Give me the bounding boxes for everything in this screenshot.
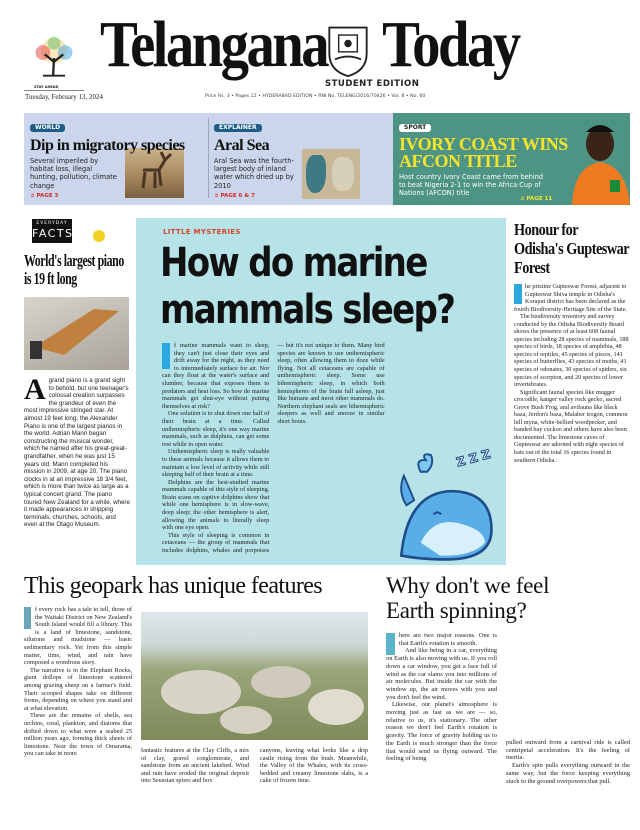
facts-kicker-label: FACTS <box>32 227 74 240</box>
teaser-headline: Aral Sea <box>214 137 270 154</box>
paragraph: he pristine Gupteswar Forest, adjacent to Gupteswar Shiva temple in Odisha's Koraput district has been declared as the fourth Biodiversity-Heritage Site of the State. <box>514 283 628 313</box>
paragraph: The narrative is in the Elephant Rocks, giant dollops of limestone scattered among grazing sheep on a farmer's field. Their scooped shapes take on different forms, depending on where you stand and at what elevation. <box>24 666 132 712</box>
masthead-title[interactable]: Telangana Today <box>100 8 519 81</box>
piano-photo <box>24 297 129 370</box>
page-link[interactable]: ➲ PAGE 3 <box>30 192 59 199</box>
teaser-body: Host country Ivory Coast came from behind to beat Nigeria 2-1 to win the Africa Cup of Nations (AFCON) title <box>399 173 544 198</box>
teaser-sport[interactable] <box>399 116 574 198</box>
paragraph: Unihemispheric sleep is really valuable to these animals because it allows them to maintain a low level of activity while still sleeping half of their brain at a time. <box>162 448 270 479</box>
dropcap <box>24 607 31 629</box>
teaser-explainer[interactable] <box>214 116 384 200</box>
geopark-col-1 <box>24 606 132 758</box>
tag-explainer: EXPLAINER <box>214 124 262 132</box>
logo-tagline: STAY AHEAD <box>34 85 59 89</box>
elephant-rocks-photo <box>141 612 368 740</box>
teaser-world[interactable] <box>30 116 205 200</box>
odisha-headline: Honour for Odisha's Gupteswar Forest <box>514 220 629 277</box>
teaser-headline: IVORY COAST WINS AFCON TITLE <box>399 134 568 171</box>
paragraph: f every rock has a tale to tell, those of the Waitaki District on New Zealand's South Island would fill a library. This is a land of limestone, sandstone, siltstone and mudstone — basic sedimentary rock. Yet from this simple matter, time, wind, and rain have composed a wondrous story. <box>24 606 132 667</box>
edition-label: STUDENT EDITION <box>325 79 420 89</box>
whale-illustration <box>394 446 502 562</box>
tag-world: WORLD <box>30 124 65 132</box>
paragraph: These are the remains of shells, sea urchins, coral, plankton, and diatoms that drifted down to what were a seabed 25 million years ago, forming thick sheets of limestone. Near the town of Omarama, you can take in more <box>24 712 132 758</box>
bulb-icon <box>93 230 105 242</box>
paragraph: The biodiversity inventory and survey conducted by the Odisha Biodiversity Board shows the presence of at least 608 faunal species including 28 species of mammals, 188 species of birds, 18 species of amphibia, 48 species of reptiles, 45 species of pisces, 141 species of butterflies, 43 species of moths, 41 species of odonates, 30 species of spiders, six species of scorpion, and 20 species of lower invertebrates. <box>514 313 629 389</box>
paragraph: Significant faunal species like mugger crocodile, kanger valley rock gecko, sacred Grove Bush Frog, and avifauna like black baza, Jerdon's baza, Malaber trogon, common hill myna, white-bellied woodpecker, and banded bay cuckoo and others have also been documented. The limestone caves of Gupteswar are adorned with eight species of bats out of the total 16 species found in southern Odisha. <box>514 388 628 464</box>
price-line: Price Rs. 3 • Pages 12 • HYDERABAD EDITION • RNI No. TELENG/2016/70426 • Vol. 8 • No. 60 <box>205 94 426 99</box>
teaser-body: Aral Sea was the fourth-largest body of inland water which dried up by 2010 <box>214 157 294 190</box>
dropcap <box>514 284 522 304</box>
facts-headline: World's largest piano is 19 ft long <box>24 251 124 288</box>
geopark-col-2: fantastic features at the Clay Cliffs, a mix of clay, gravel conglomerate, and sandstone from an ancient lakebed. Wind and rain have eroded the original deposit into Seussian spires and box <box>141 747 249 785</box>
tag-sport: SPORT <box>399 124 431 132</box>
paragraph: One solution is to shut down one half of their brain at a time. Called unihemispheric sleep, it's one way marine mammals, such as dolphins, can get some rest while in open water. <box>162 410 270 448</box>
facts-kicker-top: EVERYDAY <box>36 221 68 226</box>
zzz-icon: Z Z Z <box>454 447 492 470</box>
paragraph: Likewise, our planet's atmosphere is moving just as fast as we are — so, relative to us, it's stationary. The other reason we don't feel Earth's rotation is gravity. The force of gravity holding us to the Earth is much stronger than the force that would send us flying outward. The feeling of being <box>386 701 497 763</box>
paragraph: here are two major reasons. One is that Earth's rotation is smooth. <box>399 632 497 647</box>
page-link[interactable]: ➲ PAGE 6 & 7 <box>214 192 255 199</box>
paragraph: This style of sleeping is common in cetaceans — the group of mammals that includes dolphins, whales and porpoises — but it's not unique to them. Many bird species are known to use unihemispheric sleep, often allowing them to doze while flying. Not all cetaceans are capable of unihemispheric sleep. Some use bihemispheric sleep, in which both hemispheres of the brain fall asleep, just like humans and most other mammals do. Northern elephant seals are bihemispheric sleepers as well and snooze in similar short bouts. <box>162 342 385 555</box>
paragraph: Earth's spin pulls everything outward in the same way, but the force keeping everything stuck to the ground overpowers that pull. <box>506 762 630 785</box>
dropcap <box>386 633 395 655</box>
paragraph: Dolphins are the best-studied marine mammals capable of this style of sleeping. Brain scans on captive dolphins show that while one hemisphere is in slow-wave, deep sleep; the other hemisphere is alert, allowing the animals to literally sleep with one eye open. <box>162 478 270 532</box>
earth-col-2 <box>506 739 630 785</box>
facts-body: Agrand piano is a grand sight to behold, but one teenager's colossal creation surpasses the grandeur of even the most impressive stringed star. At almost 19 feet long, the Alexander Piano is one of the largest pianos in the world. Adrian Mann began constructing the musical wonder, which he named after his great-great-grandfather, when he was just 15 years old. Mann completed his mission in 2009, at age 20. The piano clocks in at an impressive 18 3/4 feet, which is more than twice as large as a typical concert grand. The piano toured New Zealand for a while, where it made appearances in shipping terminals, churches, schools, and even at the Otago Museum. <box>24 373 130 529</box>
facts-kicker <box>32 219 72 243</box>
dropcap <box>162 343 170 369</box>
teaser-headline: Dip in migratory species <box>30 137 185 154</box>
logo-tree <box>24 34 84 84</box>
page-link[interactable]: ➲ PAGE 11 <box>520 196 553 202</box>
issue-date: Tuesday, February 13, 2024 <box>25 93 104 101</box>
feature-headline: How do marine mammals sleep? <box>160 240 455 333</box>
teaser-body: Several imperiled by habitat loss, illegal hunting, pollution, climate change <box>30 157 117 190</box>
feature-kicker: LITTLE MYSTERIES <box>163 228 241 236</box>
teaser-divider <box>208 118 209 198</box>
geopark-col-3: canyons, leaving what looks like a drip castle rising from the bush. Meanwhile, the Valley of the Whales, with its cross-bedded and creamy limestone slabs, is a cake of frozen time. <box>260 747 368 785</box>
earth-headline: Why don't we feel Earth spinning? <box>386 573 550 623</box>
earth-col-1 <box>386 632 497 763</box>
geopark-headline: This geopark has unique features <box>24 573 323 599</box>
paragraph: f marine mammals want to sleep, they can't just close their eyes and drift away for the night, as they need to intermediately surface for air. Nor can they float at the water's surface and slumber, because that exposes them to predators and heat loss. So how do marine mammals get shut-eye without putting themselves at risk? <box>162 342 270 410</box>
odisha-body <box>514 283 630 464</box>
paragraph: And like being in a car, everything on Earth is also moving with us. If you roll down a car window, you get a face full of wind as the car slams you into millions of air molecules. But inside the car with the window up, the air moves with you and you don't feel the wind. <box>386 647 497 701</box>
dropcap: A <box>24 373 46 406</box>
paragraph: pulled outward from a carnival ride is called centripetal acceleration. It's the feeling of inertia. <box>506 739 630 762</box>
masthead-rule <box>24 90 84 91</box>
